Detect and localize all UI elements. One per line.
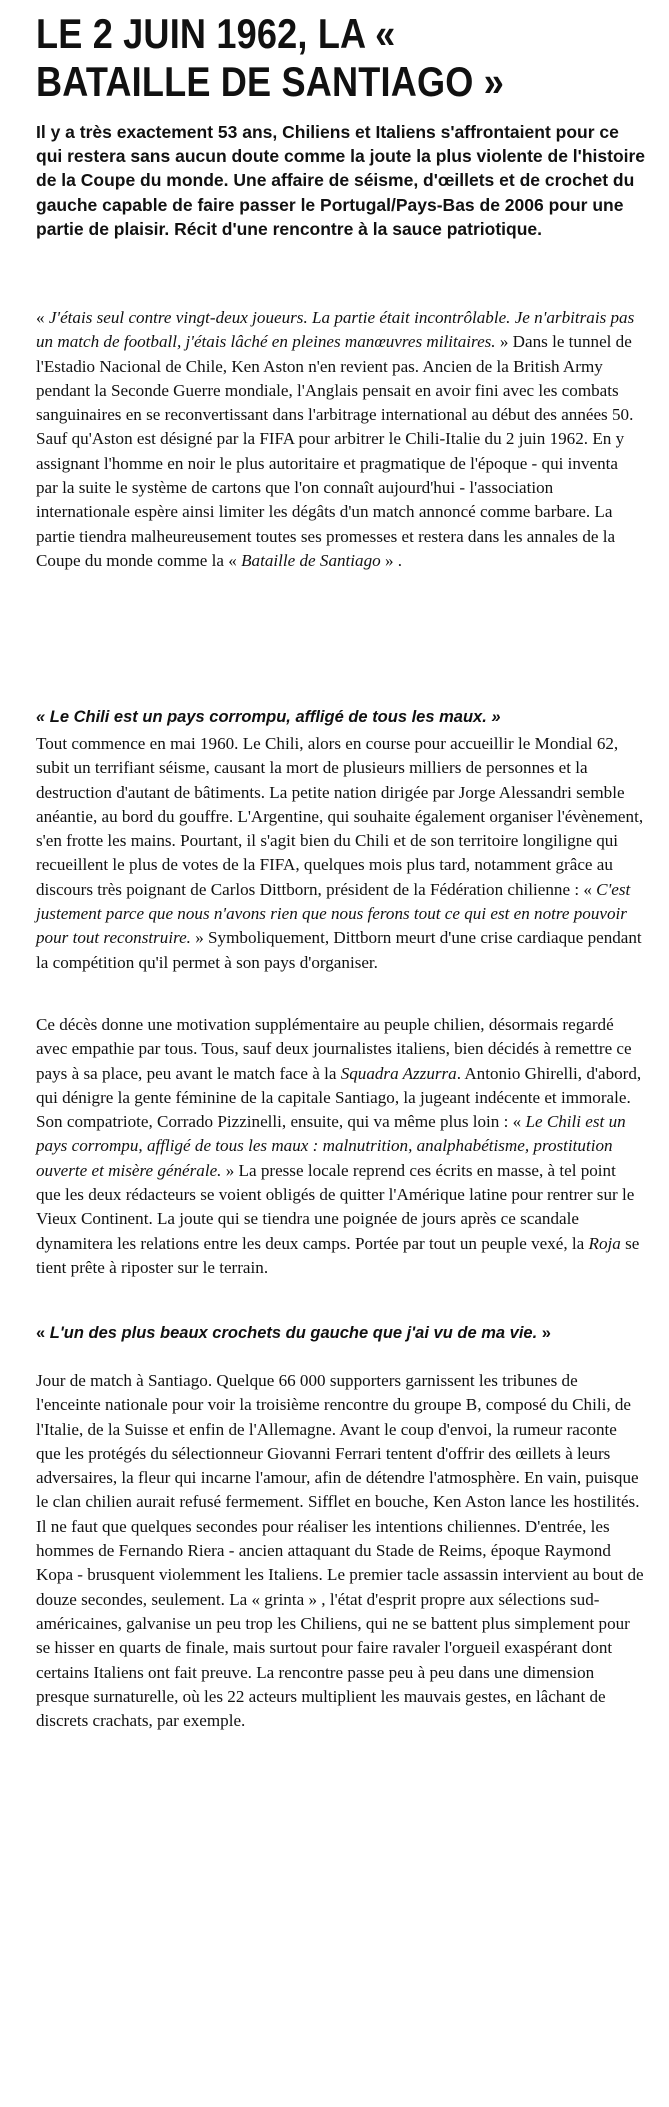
paragraph-text: . Antonio Ghirelli, d'abord, qui dénigre la gente féminine de la capitale Santiago, la jugeant indécente et immorale. Son compatriote, Corrado Pizzinelli, ensuite, qui va même plus loin : « [36, 1063, 642, 1132]
paragraph-text: » Symboliquement, Dittborn meurt d'une crise cardiaque pendant la compétition qu'il permet à son pays d'organiser. [36, 928, 642, 972]
subheading-crochet [36, 1322, 646, 1344]
aston-quote: J'étais seul contre vingt-deux joueurs. La partie était incontrôlable. Je n'arbitrais pas un match de football, j'étais lâché en pleines manœuvres militaires. [36, 308, 635, 352]
roja: Roja [588, 1233, 621, 1253]
crochet-quote: L'un des plus beaux crochets du gauche que j'ai vu de ma vie. [49, 1324, 538, 1342]
pizzinelli-quote: Le Chili est un pays corrompu, affligé de tous les maux : malnutrition, analphabétisme, prostitution ouverte et misère générale. [36, 1112, 626, 1180]
quote-close: » [537, 1324, 551, 1342]
squadra-azzurra: Squadra Azzurra [340, 1063, 457, 1083]
paragraph-aston [36, 306, 644, 573]
paragraph-text: » Dans le tunnel de l'Estadio Nacional de Chile, Ken Aston n'en revient pas. Ancien de la British Army pendant la Seconde Guerre mondiale, l'Anglais pensait en avoir fini avec les combats sanguinaires en se reconvertissant dans l'arbitrage international au début des années 50. Sauf qu'Aston est désigné par la FIFA pour arbitrer le Chili-Italie du 2 juin 1962. En y assignant l'homme en noir le plus autoritaire et pragmatique de l'époque - qui inventa par la suite le système de cartons que l'on connaît aujourd'hui - l'association internationale espère ainsi limiter les dégâts d'un match annoncé comme barbare. La partie tiendra malheureusement toutes ses promesses et restera dans les annales de la Coupe du monde comme la « [36, 332, 634, 570]
subheading-corrupt: « Le Chili est un pays corrompu, affligé de tous les maux. » [36, 708, 501, 726]
paragraph-text: » . [380, 550, 403, 570]
paragraph-earthquake [36, 732, 644, 975]
paragraph-journalists [36, 1013, 644, 1280]
article-lede: Il y a très exactement 53 ans, Chiliens et Italiens s'affrontaient pour ce qui restera sans aucun doute comme la joute la plus violente de l'histoire de la Coupe du monde. Une affaire de séisme, d'œillets et de crochet du gauche capable de faire passer le Portugal/Pays-Bas de 2006 pour une partie de plaisir. Récit d'une rencontre à la sauce patriotique. [36, 122, 646, 239]
article-title: LE 2 JUIN 1962, LA « BATAILLE DE SANTIAGO » [36, 10, 505, 105]
paragraph-match: Jour de match à Santiago. Quelque 66 000 supporters garnissent les tribunes de l'enceinte nationale pour voir la troisième rencontre du groupe B, composé du Chili, de l'Italie, de la Suisse et enfin de l'Allemagne. Avant le coup d'envoi, la rumeur raconte que les protégés du sélectionneur Giovanni Ferrari tentent d'offrir des œillets à leurs adversaires, la fleur qui incarne l'amour, afin de détendre l'atmosphère. En vain, puisque le clan chilien aurait refusé fermement. Sifflet en bouche, Ken Aston lance les hostilités. Il ne faut que quelques secondes pour réaliser les intentions chiliennes. D'entrée, les hommes de Fernando Riera - ancien attaquant du Stade de Reims, époque Raymond Kopa - brusquent violemment les Italiens. Le premier tacle assassin intervient au bout de douze secondes, seulement. La « grinta » , l'état d'esprit propre aux sélections sud-américaines, galvanise un peu trop les Chiliens, qui ne se battent plus simplement pour se hisser en quarts de finale, mais surtout pour faire ravaler l'orgueil exaspérant dont certains Italiens ont fait preuve. La rencontre passe peu à peu dans une dimension presque surnaturelle, où les 22 acteurs multiplient les mauvais gestes, en lâchant de discrets crachats, par exemple. [36, 1371, 644, 1731]
paragraph-text: Ce décès donne une motivation supplémentaire au peuple chilien, désormais regardé avec empathie par tous. Tous, sauf deux journalistes italiens, bien décidés à remettre ce pays à sa place, peu avant le match face à la [36, 1015, 632, 1083]
paragraph-text: » La presse locale reprend ces écrits en masse, à tel point que les deux rédacteurs se voient obligés de quitter l'Amérique latine pour rentrer sur le Vieux Continent. La joute qui se tiendra une poignée de jours après ce scandale dynamitera les relations entre les deux camps. Portée par tout un peuple vexé, la [36, 1160, 635, 1253]
dittborn-quote: C'est justement parce que nous n'avons rien que nous ferons tout ce qui est en notre pouvoir pour tout reconstruire. [36, 879, 631, 948]
battle-name: Bataille de Santiago [241, 550, 381, 570]
paragraph-text: se tient prête à riposter sur le terrain. [36, 1233, 640, 1277]
quote-open: « [36, 308, 49, 327]
quote-open: « [36, 1324, 50, 1342]
paragraph-text: Tout commence en mai 1960. Le Chili, alors en course pour accueillir le Mondial 62, subit un terrifiant séisme, causant la mort de plusieurs milliers de personnes et la destruction d'autant de bâtiments. La petite nation dirigée par Jorge Alessandri semble anéantie, au bord du gouffre. L'Argentine, qui souhaite également organiser l'évènement, s'en frotte les mains. Pourtant, il s'agit bien du Chili et de son territoire longiligne qui recueillent le plus de votes de la FIFA, quelques mois plus tard, notamment grâce au discours très poignant de Carlos Dittborn, président de la Fédération chilienne : « [36, 734, 644, 899]
